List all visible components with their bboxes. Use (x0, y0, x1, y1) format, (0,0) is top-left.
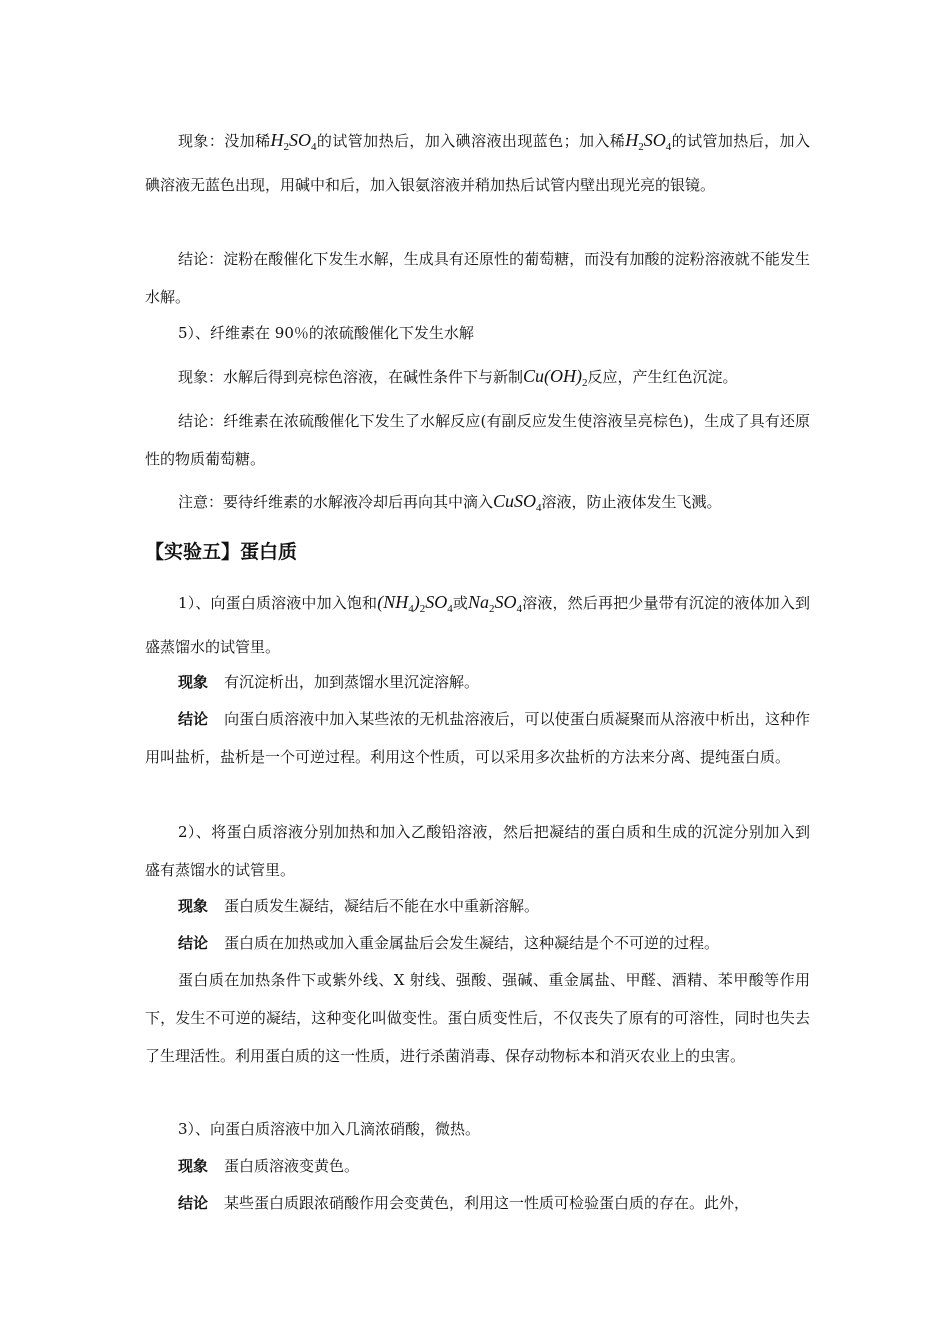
section-heading-experiment5: 【实验五】蛋白质 (145, 541, 298, 563)
text-segment: 注意：要待纤维素的水解液冷却后再向其中滴入 (178, 493, 494, 511)
formula-subscript: 2 (638, 141, 644, 153)
paragraph-conclusion-xanthoprotein (145, 1184, 810, 1222)
formula-subscript: 2 (419, 603, 426, 615)
label-phenomenon: 现象 (178, 1157, 209, 1175)
text-segment: 反应，产生红色沉淀。 (587, 368, 738, 386)
label-conclusion: 结论 (178, 934, 209, 952)
paragraph-conclusion-salting (145, 700, 810, 776)
formula-cuoh2 (523, 366, 588, 389)
paragraph-note-cellulose (145, 482, 810, 527)
label-conclusion: 结论 (178, 710, 209, 728)
formula-subscript: 2 (582, 377, 588, 389)
paragraph-phenomenon-starch (145, 121, 810, 204)
paragraph-step3-protein: 3）、向蛋白质溶液中加入几滴浓硝酸，微热。 (178, 1120, 481, 1138)
label-phenomenon: 现象 (178, 897, 209, 915)
formula-h2so4 (625, 130, 672, 153)
formula-part: Na (468, 592, 490, 612)
text-segment: 现象：没加稀 (178, 132, 271, 150)
formula-part: SO (643, 130, 666, 150)
text-segment: 溶液，防止液体发生飞溅。 (541, 493, 722, 511)
formula-subscript: 4 (536, 502, 542, 514)
formula-part: ) (413, 592, 420, 612)
text-segment: 溶液，然后再把少量带有沉淀的液体加入到盛蒸馏水的试管里。 (145, 594, 810, 656)
label-phenomenon: 现象 (178, 673, 209, 691)
paragraph-phenomenon-cellulose (145, 357, 810, 402)
formula-subscript: 4 (408, 603, 414, 615)
label-conclusion: 结论 (178, 1194, 209, 1212)
formula-subscript: 2 (489, 603, 495, 615)
formula-subscript: 4 (447, 603, 453, 615)
formula-nh4-2so4 (377, 592, 453, 615)
paragraph-denaturation: 蛋白质在加热条件下或紫外线、X 射线、强酸、强碱、重金属盐、甲醛、酒精、苯甲酸等作用下，发生不可逆的凝结，这种变化叫做变性。蛋白质变性后，不仅丧失了原有的可溶性，同时也失去了生理活性。利用蛋白质的这一性质，进行杀菌消毒、保存动物标本和消灭农业上的虫害。 (145, 971, 810, 1065)
paragraph-step5-cellulose: 5）、纤维素在 90％的浓硫酸催化下发生水解 (178, 324, 474, 342)
formula-part: SO (494, 592, 517, 612)
formula-na2so4 (468, 592, 523, 615)
paragraph-conclusion-cellulose: 结论：纤维素在浓硫酸催化下发生了水解反应(有副反应发生使溶液呈亮棕色)，生成了具有还原性的物质葡萄糖。 (145, 412, 810, 468)
formula-part: CuSO (493, 491, 537, 511)
paragraph-phenomenon-coagulation (145, 887, 810, 925)
text-segment: 的试管加热后，加入碘溶液无蓝色出现，用碱中和后，加入银氨溶液并稍加热后试管内壁出现光亮的银镜。 (145, 132, 810, 194)
formula-part: (NH (377, 592, 409, 612)
formula-part: H (625, 130, 639, 150)
text-segment: 现象：水解后得到亮棕色溶液，在碱性条件下与新制 (178, 368, 524, 386)
text-segment: 或 (452, 594, 469, 612)
formula-subscript: 4 (311, 141, 317, 153)
text-segment: 有沉淀析出，加到蒸馏水里沉淀溶解。 (224, 673, 480, 691)
formula-part: H (270, 130, 284, 150)
text-segment: 蛋白质在加热或加入重金属盐后会发生凝结，这种凝结是个不可逆的过程。 (224, 934, 720, 952)
formula-subscript: 4 (665, 141, 672, 153)
paragraph-conclusion-starch: 结论：淀粉在酸催化下发生水解，生成具有还原性的葡萄糖，而没有加酸的淀粉溶液就不能发生水解。 (145, 250, 810, 306)
paragraph-step2-protein: 2）、将蛋白质溶液分别加热和加入乙酸铅溶液，然后把凝结的蛋白质和生成的沉淀分别加入到盛有蒸馏水的试管里。 (145, 823, 810, 879)
formula-h2so4 (270, 130, 317, 153)
formula-part: SO (289, 130, 311, 150)
formula-subscript: 4 (516, 603, 523, 615)
paragraph-phenomenon-salting (145, 663, 810, 701)
text-segment: 的试管加热后，加入碘溶液出现蓝色；加入稀 (316, 132, 626, 150)
formula-subscript: 2 (283, 141, 289, 153)
formula-cuso4 (493, 491, 542, 514)
text-segment: 蛋白质发生凝结，凝结后不能在水中重新溶解。 (224, 897, 540, 915)
paragraph-step1-protein (145, 583, 810, 666)
paragraph-phenomenon-xanthoprotein (145, 1147, 810, 1185)
formula-part: Cu(OH) (523, 366, 583, 386)
paragraph-conclusion-coagulation (145, 924, 810, 962)
text-segment: 1）、向蛋白质溶液中加入饱和 (178, 594, 378, 612)
text-segment: 某些蛋白质跟浓硝酸作用会变黄色，利用这一性质可检验蛋白质的存在。此外， (224, 1194, 750, 1212)
formula-part: SO (425, 592, 448, 612)
text-segment: 蛋白质溶液变黄色。 (224, 1157, 360, 1175)
text-segment: 向蛋白质溶液中加入某些浓的无机盐溶液后，可以使蛋白质凝聚而从溶液中析出，这种作用叫盐析，盐析是一个可逆过程。利用这个性质，可以采用多次盐析的方法来分离、提纯蛋白质。 (145, 710, 810, 766)
